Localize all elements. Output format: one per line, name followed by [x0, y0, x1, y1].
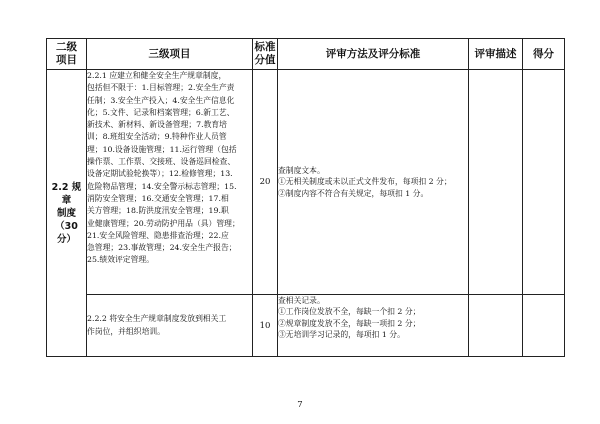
evaluation-table — [46, 38, 565, 357]
header-secondary-item: 二级 项目 — [47, 39, 87, 70]
method-cell: 查相关记录。 ①工作岗位发放不全，每缺一个扣 2 分； ②规章制度发放不全，每缺一项扣 2 分； ③无培训学习记录的，每项扣 1 分。 — [278, 295, 469, 357]
score-cell: 20 — [253, 70, 278, 295]
header-points: 得分 — [523, 39, 565, 70]
item-cell: 2.2.2 将安全生产规章制度发放到相关工 作岗位，并组织培训。 — [87, 295, 253, 357]
description-cell[interactable] — [469, 70, 523, 295]
category-cell: 2.2 规章 制度 （30 分） — [47, 70, 87, 357]
item-cell: 2.2.1 应建立和健全安全生产规章制度， 包括但不限于：1.目标管理；2.安全生产责 任制；3.安全生产投入；4.安全生产信息化 化；5.文件、记录和档案管理；6.新工艺、 新技术、新材料、新设备管理；7.教育培 训；8.班组安全活动；9.特种作业人员管 理；10.设备设施管理；11.运行管理（包括 操作票、工作票、交接班、设备巡回检查、 设备定期试验轮换等）；12.检修管理；13. 危险物品管理；14.安全警示标志管理；15. 消防安全管理；16.交通安全管理；17.相 关方管理；18.防洪度汛安全管理；19.职 业健康管理；20.劳动防护用品（具）管理； 21.安全风险管理、隐患排查治理；22.应 急管理；23.事故管理；24.安全生产报告； 25.绩效评定管理。 — [87, 70, 253, 295]
page-number: 7 — [297, 400, 303, 410]
score-cell: 10 — [253, 295, 278, 357]
description-cell[interactable] — [469, 295, 523, 357]
header-evaluation-description: 评审描述 — [469, 39, 523, 70]
header-tertiary-item: 三级项目 — [87, 39, 253, 70]
method-cell: 查制度文本。 ①无相关制度或未以正式文件发布，每项扣 2 分； ②制度内容不符合有关规定，每项扣 1 分。 — [278, 70, 469, 295]
table-row — [47, 70, 565, 295]
table-row — [47, 295, 565, 357]
header-standard-score: 标准 分值 — [253, 39, 278, 70]
points-cell[interactable] — [523, 70, 565, 295]
header-evaluation-method: 评审方法及评分标准 — [278, 39, 469, 70]
points-cell[interactable] — [523, 295, 565, 357]
table-header-row — [47, 39, 565, 70]
